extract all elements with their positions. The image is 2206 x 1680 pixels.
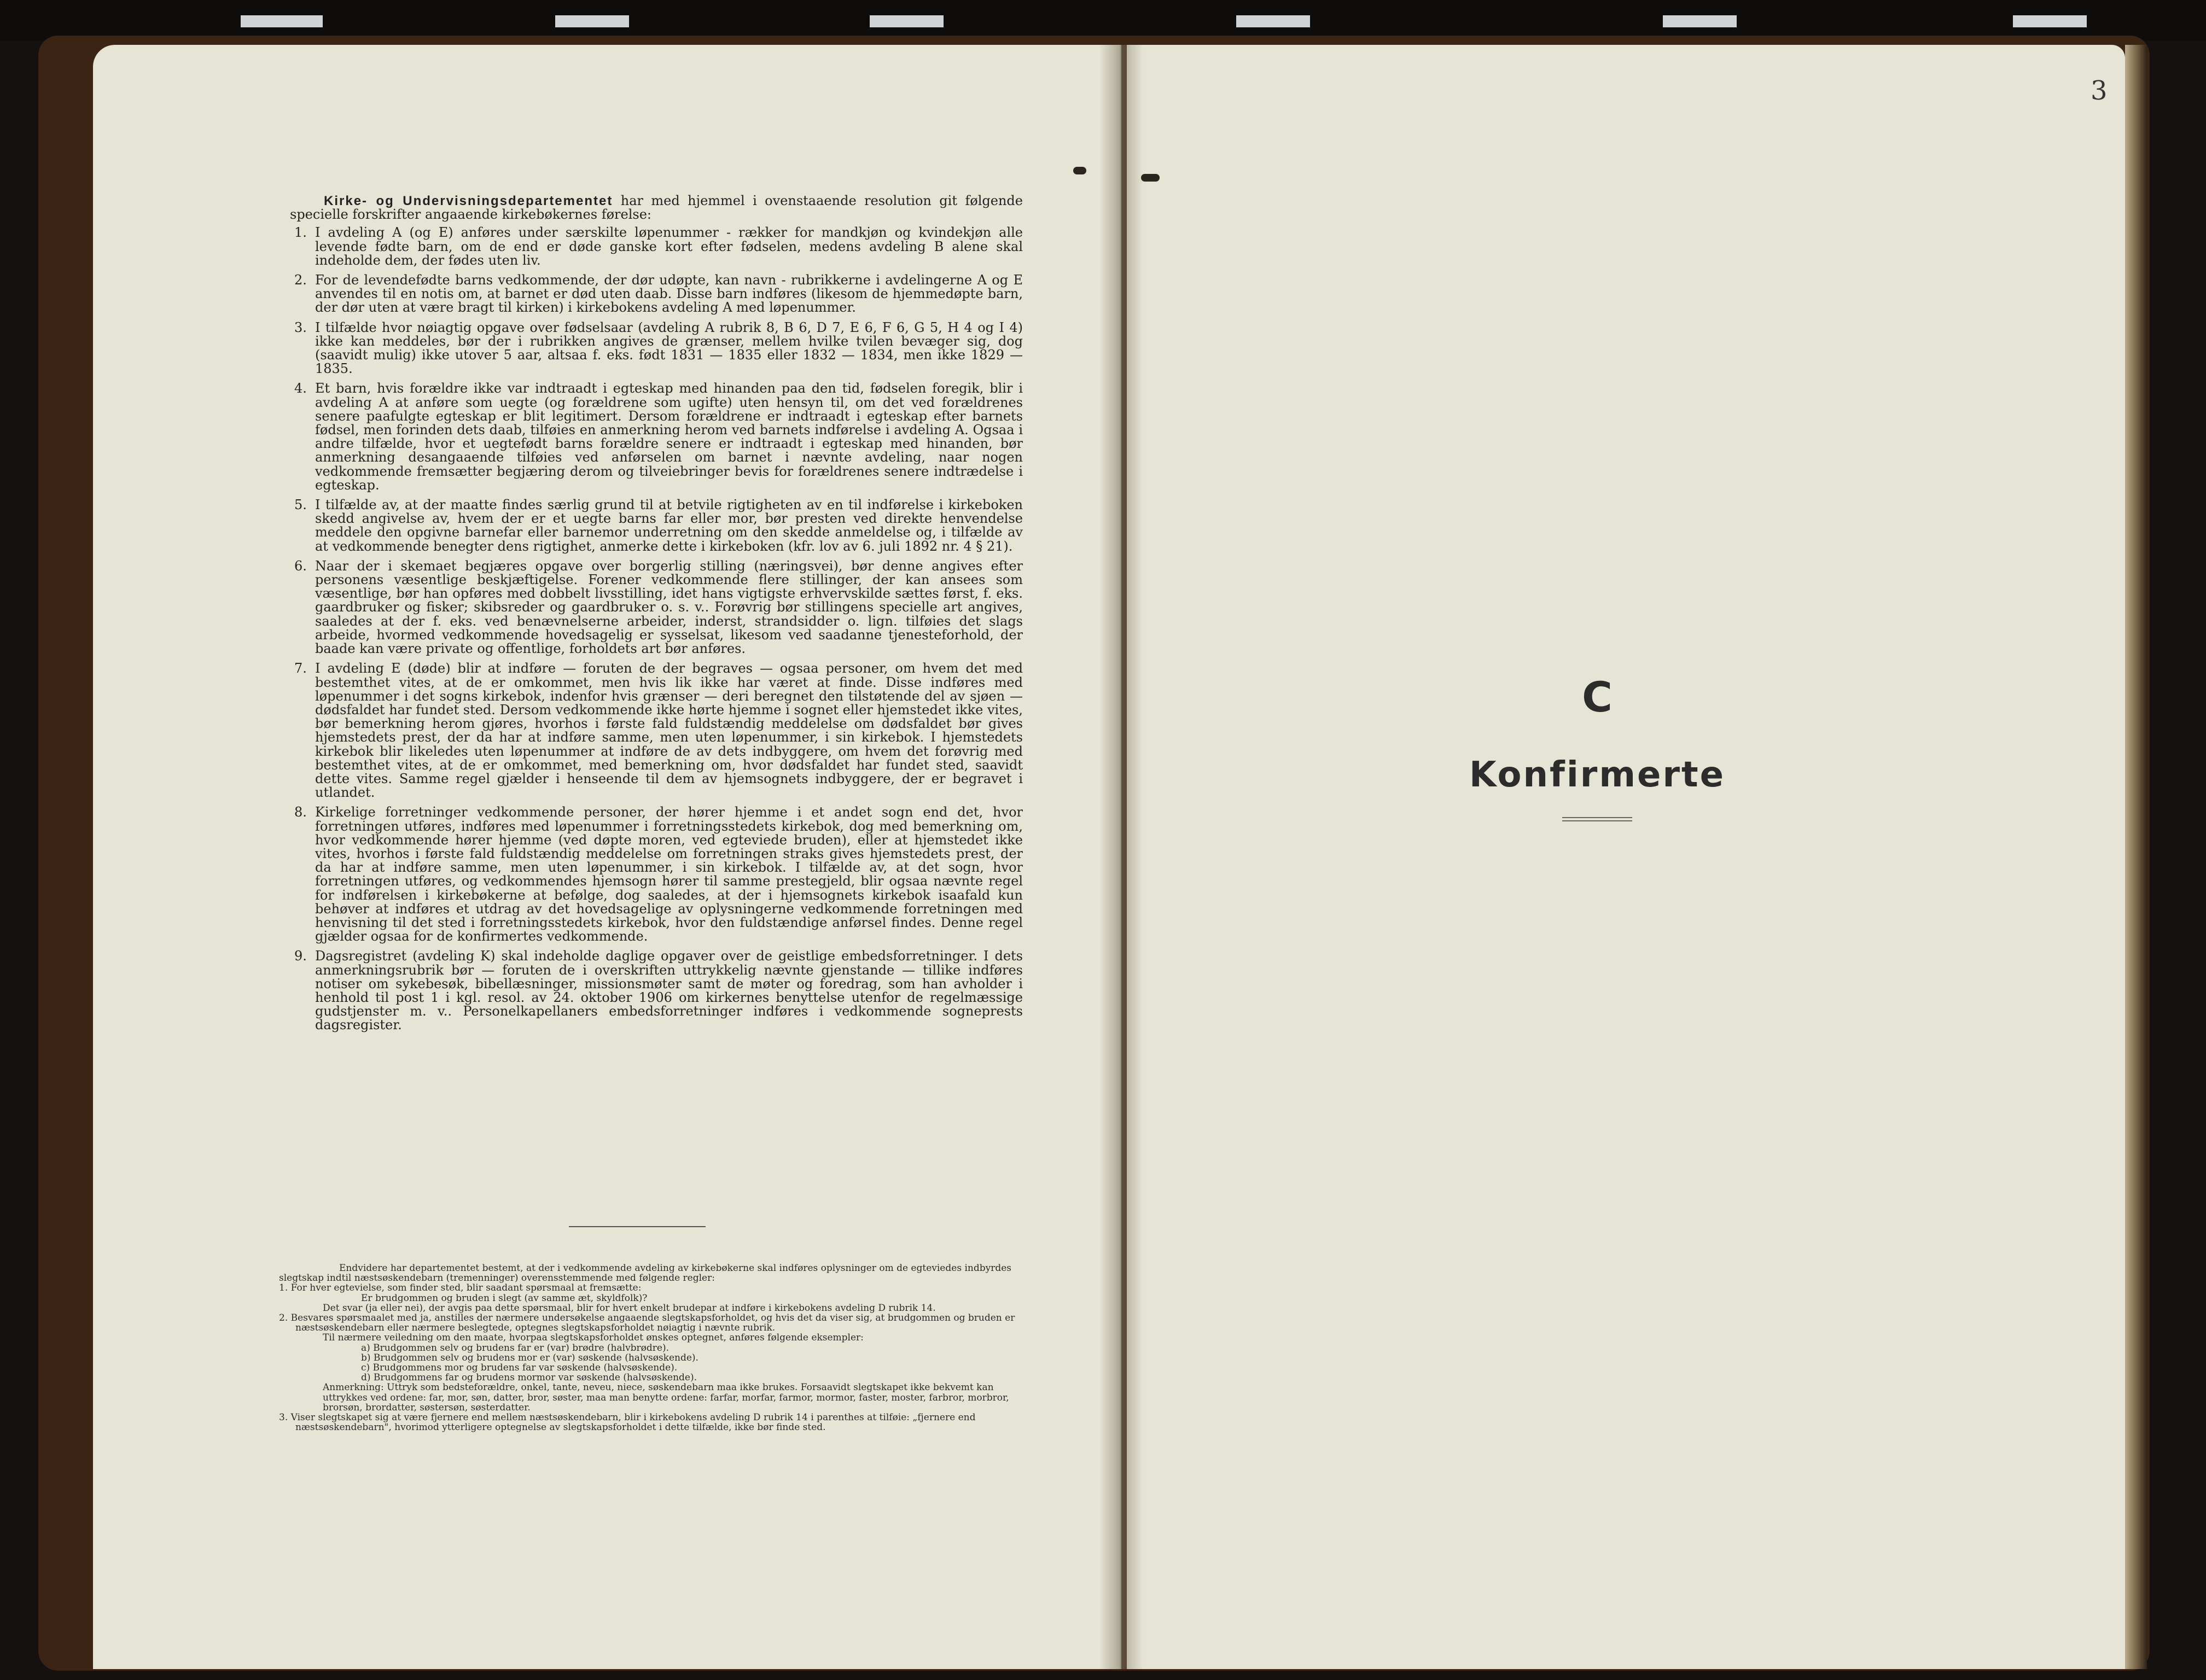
scanner-mark (1236, 15, 1310, 27)
note-example: d) Brudgommens far og brudens mormor var søskende (halvsøskende). (361, 1372, 697, 1384)
rule-item (290, 559, 1023, 656)
department-name: Kirke- og Undervisningsdepartementet (324, 194, 613, 208)
note-item-1: 1. For hver egtevielse, som finder sted, blir saadant spørsmaal at fremsætte: (279, 1282, 642, 1294)
book-gutter (1099, 45, 1143, 1669)
scanner-mark (1663, 15, 1737, 27)
intro-text: har med hjemmel i ovenstaaende resolution git følgende specielle forskrifter angaaende kirkebøkernes førelse: (290, 193, 1023, 223)
regulations-text (290, 194, 1023, 1039)
rule-item (290, 498, 1023, 553)
rule-number: 6. (294, 558, 307, 574)
rule-text: I tilfælde hvor nøiagtig opgave over fødselsaar (avdeling A rubrik 8, B 6, D 7, E 6, F 6, G 5, H 4 og I 4) ikke kan meddeles, bør der i rubrikken angives de grænser, mellem hvilke tvilen bevæger sig, dog (saavidt mulig) ikke utover 5 aar, altsaa f. eks. født 1831 — 1835 eller 1832 — 1834, men ikke 1829 — 1835. (315, 319, 1023, 377)
section-divider (569, 1226, 706, 1227)
section-letter: C (1582, 673, 1613, 721)
note-intro: Endvidere har departementet bestemt, at der i vedkommende avdeling av kirkebøkerne skal indføres oplysninger om de egteviedes indbyrdes slegtskap indtil næstsøskendebarn (tremenninger) overensstemmende med følgende regler: (279, 1263, 1011, 1284)
title-underline (1562, 820, 1632, 821)
note-answer: Det svar (ja eller nei), der avgis paa dette spørsmaal, blir for hvert enkelt brudepar at indføre i kirkebokens avdeling D rubrik 14. (323, 1302, 936, 1314)
page-number: 3 (2091, 75, 2108, 106)
note-item-3: 3. Viser slegtskapet sig at være fjernere end mellem næstsøskendebarn, blir i kirkebokens avdeling D rubrik 14 i parenthes at tilføie: „fjernere end næstsøskendebarn", hvorimod ytterligere optegnelse av slegtskapsforholdet i dette tilfælde, ikke bør finde sted. (279, 1412, 976, 1433)
rule-item (290, 949, 1023, 1032)
rule-text: I avdeling E (døde) blir at indføre — foruten de der begraves — ogsaa personer, om hvem det med bestemthet vites, at de er omkommet, men hvis lik ikke har været at finde. Disse indføres med løpenummer i det sogns kirkebok, indenfor hvis grænser — deri beregnet den tilstøtende del av sjøen — dødsfaldet har fundet sted. Dersom vedkommende ikke hørte hjemme i sognet eller hjemstedet ikke vites, bør bemerkning herom gjøres, hvorhos i første fald fuldstændig meddelelse om dødsfaldet bør gives hjemstedets prest, der da har at indføre samme, men uten løpenummer, i sin kirkebok. I hjemstedets kirkebok blir likeledes uten løpenummer at indføre de av dets indbyggere, om hvem det forøvrig med bestemthet vites, at de er omkommet, med bemerkning om, hvor dødsfaldet har fundet sted, saavidt dette vites. Samme regel gjælder i henseende til dem av hjemsognets indbyggere, der er begravet i utlandet. (315, 661, 1023, 801)
section-title: Konfirmerte (1469, 755, 1725, 795)
rule-text: Et barn, hvis forældre ikke var indtraadt i egteskap med hinanden paa den tid, fødselen foregik, blir i avdeling A at anføre som uegte (og forældrene som ugifte) uten hensyn til, om det ved forældrenes senere paafulgte egteskap er blit legitimert. Dersom forældrene er indtraadt i egteskap efter barnets fødsel, men forinden dets daab, tilføies en anmerkning herom ved barnets indførelse i avdeling A. Ogsaa i andre tilfælde, hvor et uegtefødt barns forældre senere er indtraadt i egteskap med hinanden, bør anmerkning desangaaende tilføies ved anførselen om barnet i nævnte avdeling, naar nogen vedkommende fremsætter begjæring derom og tilveiebringer bevis for forældrenes senere indtrædelse i egteskap. (315, 381, 1023, 493)
rule-item (290, 662, 1023, 800)
rule-text: Dagsregistret (avdeling K) skal indeholde daglige opgaver over de geistlige embedsforretninger. I dets anmerkningsrubrik bør — foruten de i overskriften uttrykkelig nævnte gjenstande — tillike indføres notiser om sykebesøk, bibellæsninger, missionsmøter samt de møter og foredrag, som han avholder i henhold til post 1 i kgl. resol. av 24. oktober 1906 om kirkernes benyttelse utenfor de regelmæssige gudstjenster m. v.. Personelkapellaners embedsforretninger indføres i vedkommende sogneprests dagsregister. (315, 948, 1023, 1033)
rule-text: Naar der i skemaet begjæres opgave over borgerlig stilling (næringsvei), bør denne angives efter personens væsentlige beskjæftigelse. Forener vedkommende flere stillinger, der kan ansees som væsentlige, bør han opføres med dobbelt livsstilling, idet hans vigtigste erhvervskilde sættes først, f. eks. gaardbruker og fisker; skibsreder og gaardbruker o. s. v.. Forøvrig bør stillingens specielle art angives, saaledes at der f. eks. ved benævnelserne arbeider, inderst, strandsidder o. lign. tilføies det slags arbeide, hvormed vedkommende hovedsagelig er sysselsat, likesom ved saadanne tjenesteforhold, der baade kan være private og offentlige, forholdets art bør anføres. (315, 558, 1023, 657)
rule-number: 1. (294, 225, 307, 241)
regulations-intro (290, 194, 1023, 221)
binding-thread-mark (1073, 167, 1086, 174)
rule-item (290, 321, 1023, 376)
rule-number: 9. (294, 948, 307, 964)
scanner-mark (870, 15, 944, 27)
rule-item (290, 806, 1023, 943)
rule-item (290, 382, 1023, 492)
rule-text: For de levendefødte barns vedkommende, der dør udøpte, kan navn - rubrikkerne i avdelingerne A og E anvendes til en notis om, at barnet er død uten daab. Disse barn indføres (likesom de hjemmedøpte barn, der dør uten at være bragt til kirken) i kirkebokens avdeling A med løpenummer. (315, 272, 1023, 316)
note-item-2: 2. Besvares spørsmaalet med ja, anstilles der nærmere undersøkelse angaaende slegtskapsforholdet, og hvis det da viser sig, at brudgommen og bruden er næstsøskendebarn eller nærmere beslegtede, optegnes slegtskapsforholdet nøiagtig i nævnte rubrik. (279, 1312, 1015, 1334)
rule-number: 7. (294, 661, 307, 676)
kinship-notes (279, 1263, 1023, 1432)
scanner-mark (555, 15, 629, 27)
title-underline (1562, 817, 1632, 818)
rule-text: Kirkelige forretninger vedkommende personer, der hører hjemme i et andet sogn end det, hvor forretningen utføres, indføres med løpenummer i forretningsstedets kirkebok, dog med bemerkning om, hvor vedkommende hører hjemme (ved døpte moren, ved egteviede bruden), eller at hjemstedet ikke vites, hvorhos i første fald fuldstændig meddelelse om forretningen straks gives hjemstedets prest, der da har at indføre samme, men uten løpenummer, i sin kirkebok. I tilfælde av, at det sogn, hvor forretningen utføres, og vedkommendes hjemsogn hører til samme prestegjeld, blir ogsaa nævnte regel for indførelsen i kirkebøkerne at befølge, dog saaledes, at der i hjemsognets kirkebok isaafald kun behøver at indføres et utdrag av det hovedsagelige av oplysningerne vedkommende forretningen med henvisning til det sted i forretningsstedets kirkebok, hvor den fuldstændige anførsel findes. Denne regel gjælder ogsaa for de konfirmertes vedkommende. (315, 804, 1023, 944)
rule-number: 5. (294, 497, 307, 513)
page-edge (2125, 45, 2147, 1669)
scanner-mark (241, 15, 323, 27)
rule-item (290, 226, 1023, 267)
right-page (1127, 45, 2125, 1669)
note-question: Er brudgommen og bruden i slegt (av samme æt, skyldfolk)? (361, 1292, 648, 1304)
note-example: a) Brudgommen selv og brudens far er (var) brødre (halvbrødre). (361, 1342, 670, 1354)
rule-number: 4. (294, 381, 307, 396)
rules-list (290, 226, 1023, 1032)
scanner-mark (2013, 15, 2087, 27)
rule-text: I tilfælde av, at der maatte findes særlig grund til at betvile rigtigheten av en til indførelse i kirkeboken skedd angivelse av, hvem der er et uegte barns far eller mor, bør presten ved direkte henvendelse meddele den opgivne barnefar eller barnemor underretning om den skedde anmeldelse og, i tilfælde av at vedkommende benegter dens rigtighet, anmerke dette i kirkeboken (kfr. lov av 6. juli 1892 nr. 4 § 21). (315, 497, 1023, 554)
note-example: c) Brudgommens mor og brudens far var søskende (halvsøskende). (361, 1362, 678, 1374)
binding-thread-mark (1141, 174, 1160, 182)
note-examples-intro: Til nærmere veiledning om den maate, hvorpaa slegtskapsforholdet ønskes optegnet, anføres følgende eksempler: (323, 1332, 864, 1344)
rule-number: 2. (294, 272, 307, 288)
rule-number: 8. (294, 804, 307, 820)
note-example: b) Brudgommen selv og brudens mor er (var) søskende (halvsøskende). (361, 1352, 699, 1363)
scanner-strip (0, 0, 2206, 41)
rule-text: I avdeling A (og E) anføres under særskilte løpenummer - rækker for mandkjøn og kvindekjøn alle levende fødte barn, om de end er døde ganske kort efter fødselen, medens avdeling B alene skal indeholde dem, der fødes uten liv. (315, 225, 1023, 268)
rule-item (290, 273, 1023, 315)
note-remark: Anmerkning: Uttryk som bedsteforældre, onkel, tante, neveu, niece, søskendebarn maa ikke brukes. Forsaavidt slegtskapet ikke bekvemt kan uttrykkes ved ordene: far, mor, søn, datter, bror, søster, maa man benytte ordene: farfar, morfar, farmor, mormor, faster, moster, farbror, morbror, brorsøn, brordatter, søstersøn, søsterdatter. (323, 1382, 1009, 1413)
rule-number: 3. (294, 319, 307, 335)
